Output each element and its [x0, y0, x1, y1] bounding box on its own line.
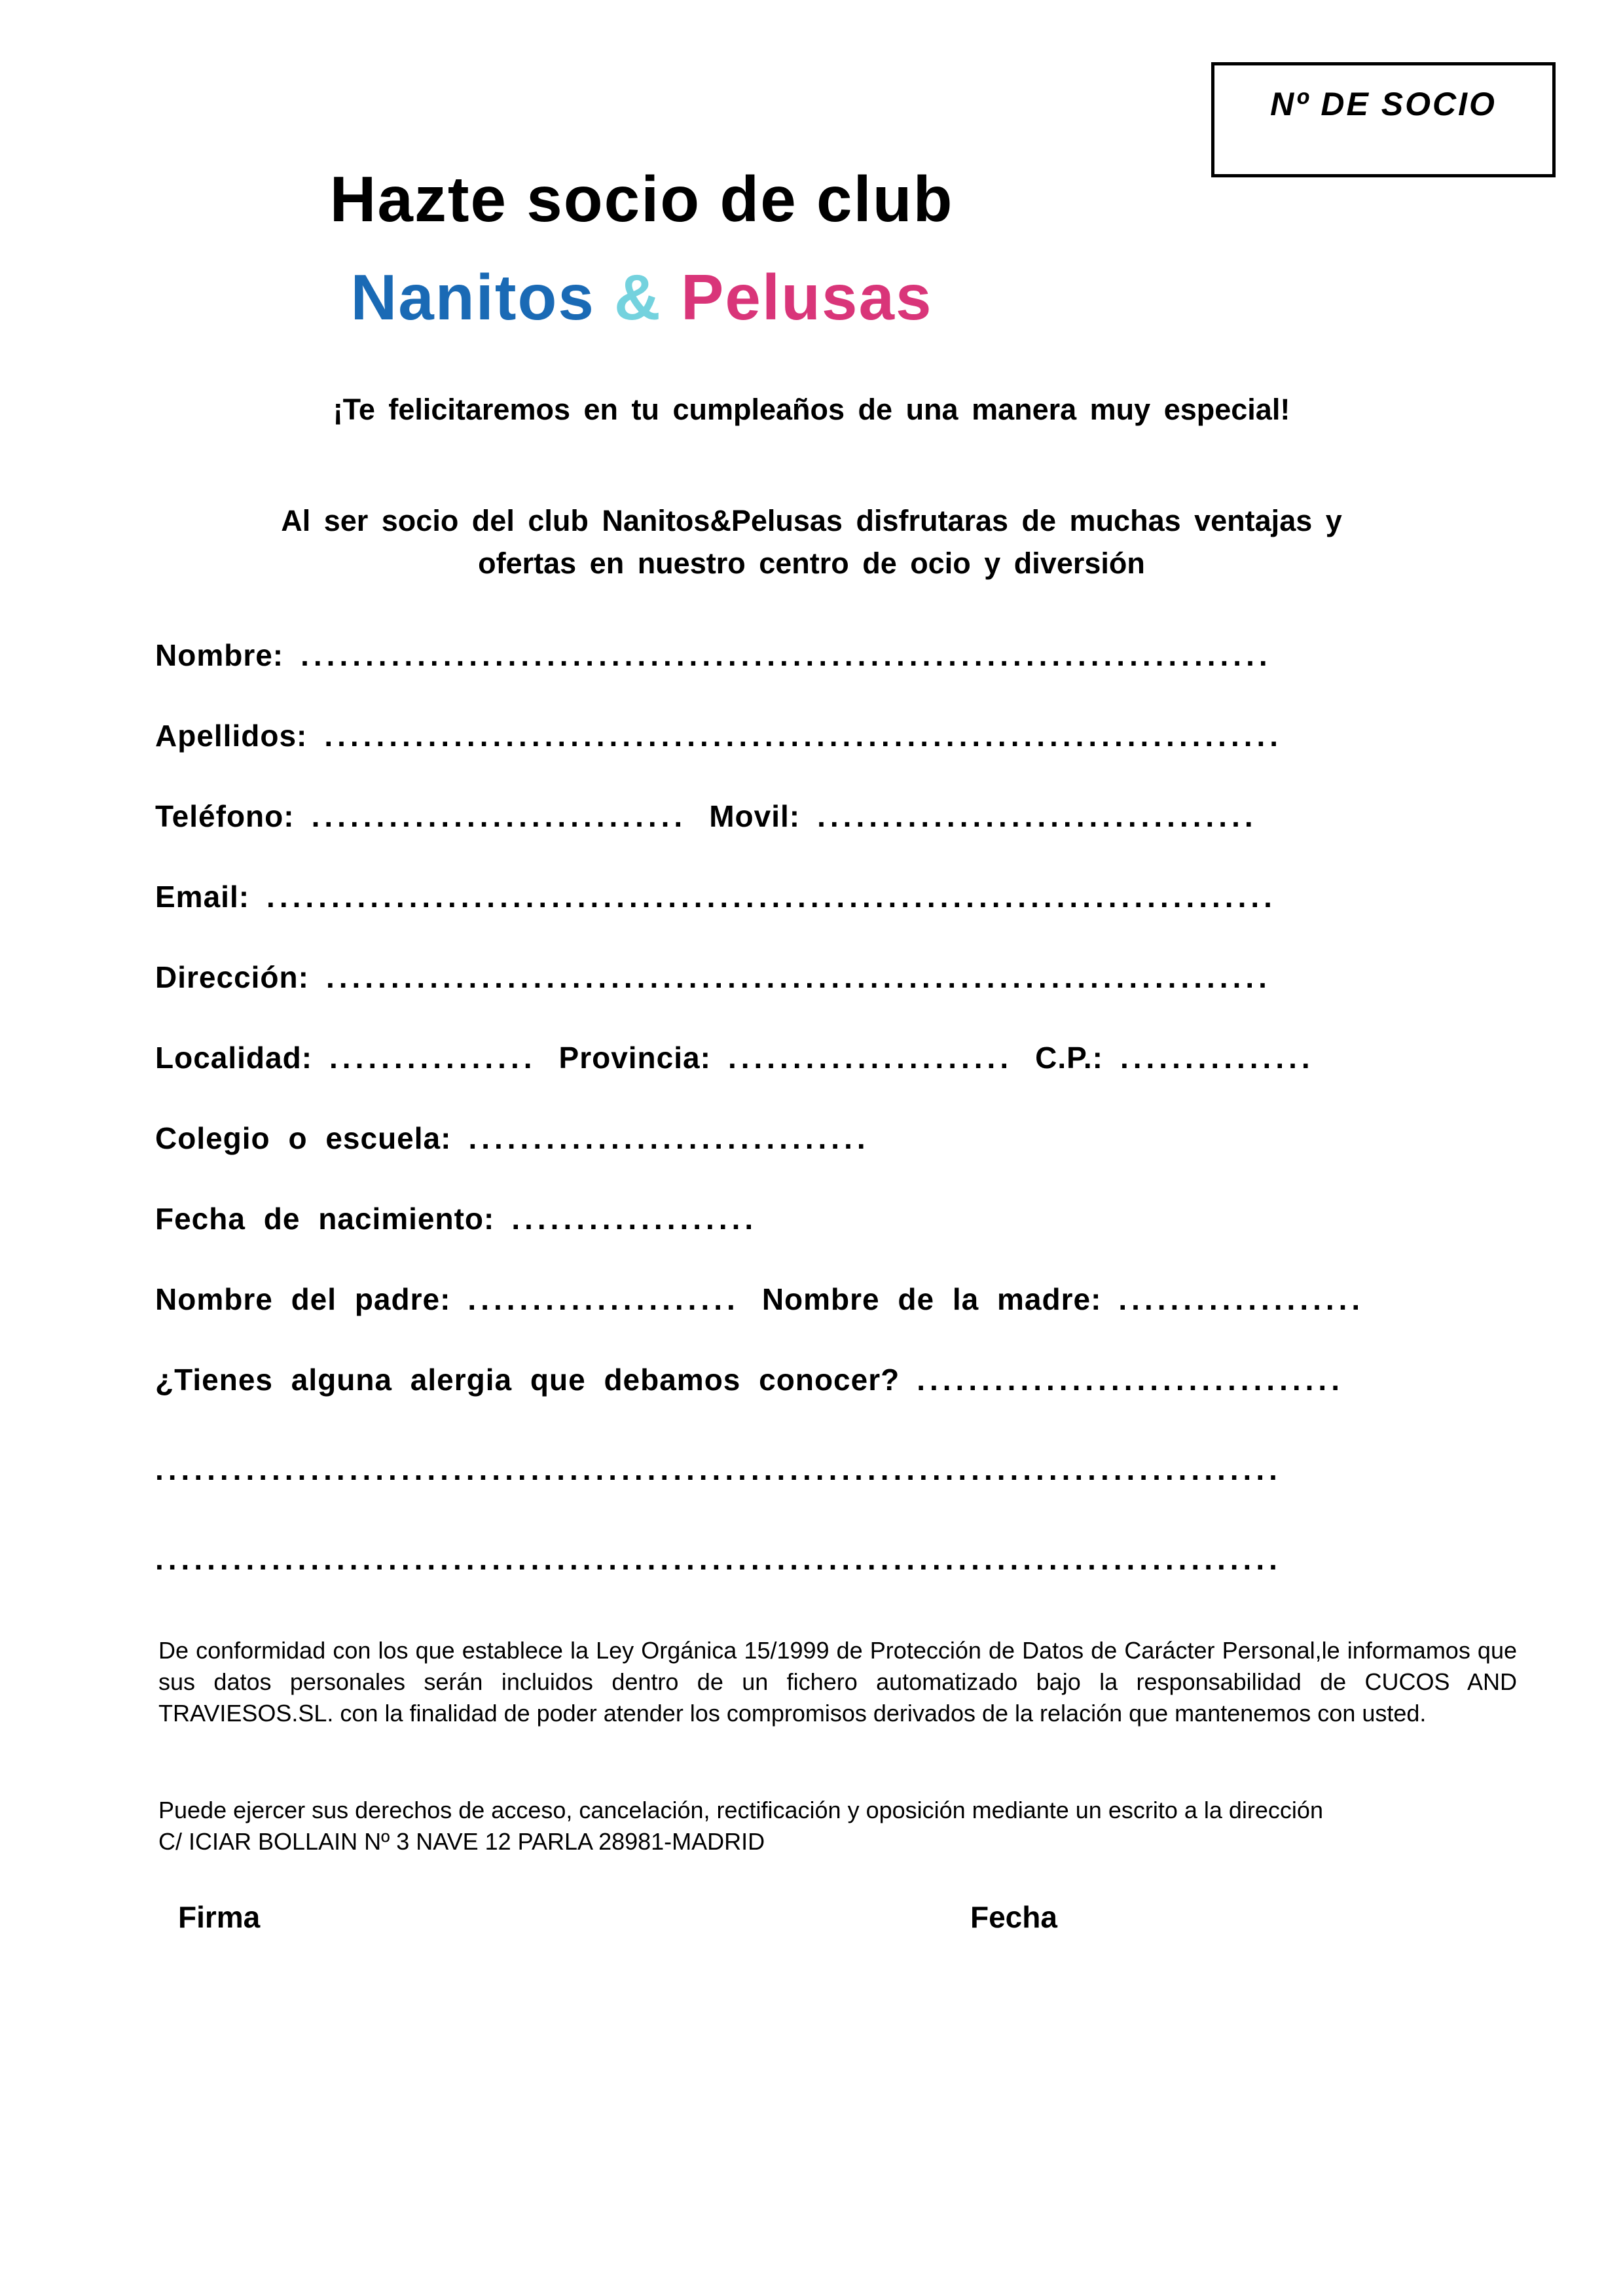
- rights-notice-text: Puede ejercer sus derechos de acceso, cancelación, rectificación y oposición mediante un escrito a la dirección: [158, 1797, 1323, 1823]
- provincia-label: Provincia:: [558, 1041, 711, 1075]
- firma-label: Firma: [178, 1900, 261, 1934]
- rights-notice: [158, 1795, 1517, 1857]
- nombre-label: Nombre:: [155, 638, 284, 672]
- form-row-localidad-provincia-cp: [155, 1018, 1471, 1098]
- form-row-telefono-movil: [155, 776, 1471, 857]
- form-row-fecha-nacimiento: [155, 1179, 1471, 1259]
- form-row-apellidos: [155, 696, 1471, 776]
- cp-label: C.P.:: [1035, 1041, 1103, 1075]
- telefono-label: Teléfono:: [155, 799, 295, 833]
- form-row-direccion: [155, 937, 1471, 1018]
- member-form: [155, 615, 1471, 1600]
- alergia-extra-line-2: [155, 1519, 1471, 1600]
- email-dotted-line: ..............................................................................: [266, 880, 1277, 914]
- apellidos-label: Apellidos:: [155, 719, 308, 753]
- club-name-nanitos: Nanitos: [350, 261, 615, 333]
- member-number-box: [1211, 62, 1556, 177]
- cp-dotted-line: ...............: [1120, 1041, 1315, 1075]
- colegio-label: Colegio o escuela:: [155, 1121, 452, 1155]
- direccion-label: Dirección:: [155, 960, 309, 994]
- data-protection-notice: De conformidad con los que establece la Ley Orgánica 15/1999 de Protección de Datos de Carácter Personal,le informamos que sus datos personales serán incluidos dentro de un fichero automatizado bajo la responsabilidad de CUCOS AND TRAVIESOS.SL. con la finalidad de poder atender los compromisos derivados de la relación que mantenemos con usted.: [158, 1637, 1517, 1727]
- alergia-label: ¿Tienes alguna alergia que debamos conocer?: [155, 1363, 900, 1397]
- club-name-ampersand: &: [614, 261, 662, 333]
- company-address: C/ ICIAR BOLLAIN Nº 3 NAVE 12 PARLA 28981-MADRID: [158, 1828, 765, 1855]
- form-row-alergia: [155, 1340, 1471, 1420]
- telefono-dotted-line: .............................: [311, 799, 687, 833]
- form-row-nombre: [155, 615, 1471, 696]
- form-row-email: [155, 857, 1471, 937]
- alergia-dotted-line: .................................: [917, 1363, 1344, 1397]
- club-name-pelusas: Pelusas: [661, 261, 933, 333]
- page-title: Hazte socio de club: [329, 163, 954, 235]
- direccion-dotted-line: .........................................................................: [325, 960, 1271, 994]
- fecha-nacimiento-dotted-line: ...................: [511, 1202, 758, 1236]
- birthday-promise-subtitle: ¡Te felicitaremos en tu cumpleaños de una manera muy especial!: [333, 393, 1290, 426]
- fecha-nacimiento-label: Fecha de nacimiento:: [155, 1202, 495, 1236]
- nombre-dotted-line: ...........................................................................: [301, 638, 1272, 672]
- movil-dotted-line: ..................................: [817, 799, 1258, 833]
- localidad-label: Localidad:: [155, 1041, 313, 1075]
- alergia-extra-line-1: [155, 1429, 1471, 1510]
- form-row-padre-madre: [155, 1259, 1471, 1340]
- dotted-line: .......................................................................................: [155, 1542, 1282, 1576]
- intro-line-1: Al ser socio del club Nanitos&Pelusas disfrutaras de muchas ventajas y: [281, 504, 1342, 537]
- club-name: [0, 260, 1283, 334]
- intro-text: [0, 499, 1623, 584]
- form-row-colegio: [155, 1098, 1471, 1179]
- colegio-dotted-line: ...............................: [468, 1121, 870, 1155]
- madre-dotted-line: ...................: [1118, 1282, 1365, 1316]
- localidad-dotted-line: ................: [329, 1041, 537, 1075]
- member-number-label: Nº DE SOCIO: [1270, 86, 1497, 122]
- fecha-label: Fecha: [970, 1900, 1057, 1934]
- padre-dotted-line: .....................: [467, 1282, 740, 1316]
- padre-label: Nombre del padre:: [155, 1282, 451, 1316]
- movil-label: Movil:: [709, 799, 801, 833]
- provincia-dotted-line: ......................: [727, 1041, 1013, 1075]
- dotted-line: .......................................................................................: [155, 1452, 1282, 1486]
- madre-label: Nombre de la madre:: [761, 1282, 1102, 1316]
- apellidos-dotted-line: ..........................................................................: [324, 719, 1283, 753]
- intro-line-2: ofertas en nuestro centro de ocio y diversión: [478, 547, 1145, 580]
- email-label: Email:: [155, 880, 250, 914]
